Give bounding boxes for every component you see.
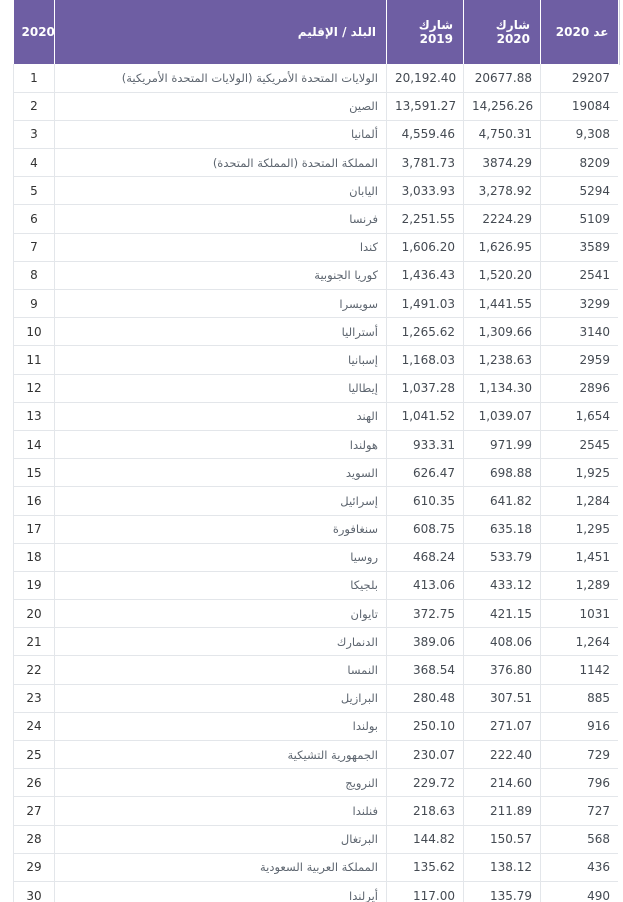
rank-cell: 5 bbox=[14, 177, 55, 205]
share-2020-cell: 533.79 bbox=[464, 543, 541, 571]
share-2020-cell: 1,626.95 bbox=[464, 233, 541, 261]
rank-cell: 15 bbox=[14, 459, 55, 487]
page-edge-divider bbox=[619, 0, 620, 65]
share-2019-cell: 230.07 bbox=[387, 741, 464, 769]
country-cell: المملكة العربية السعودية bbox=[55, 853, 387, 881]
rank-cell: 6 bbox=[14, 205, 55, 233]
table-row bbox=[14, 684, 619, 712]
header-country[interactable]: البلد / الإقليم bbox=[55, 0, 387, 64]
share-2020-cell: 214.60 bbox=[464, 769, 541, 797]
share-2020-cell: 1,309.66 bbox=[464, 318, 541, 346]
table-header bbox=[14, 0, 619, 64]
share-2019-cell: 610.35 bbox=[387, 487, 464, 515]
country-cell: أيرلندا bbox=[55, 881, 387, 902]
share-2020-cell: 2224.29 bbox=[464, 205, 541, 233]
share-2020-cell: 641.82 bbox=[464, 487, 541, 515]
country-cell: هولندا bbox=[55, 430, 387, 458]
table-row bbox=[14, 487, 619, 515]
count-2020-cell: 8209 bbox=[541, 149, 619, 177]
rank-cell: 20 bbox=[14, 600, 55, 628]
share-2020-cell: 1,441.55 bbox=[464, 290, 541, 318]
share-2019-cell: 3,781.73 bbox=[387, 149, 464, 177]
share-2020-cell: 3,278.92 bbox=[464, 177, 541, 205]
share-2019-cell: 218.63 bbox=[387, 797, 464, 825]
count-2020-cell: 29207 bbox=[541, 64, 619, 92]
count-2020-cell: 885 bbox=[541, 684, 619, 712]
share-2019-cell: 280.48 bbox=[387, 684, 464, 712]
table-row bbox=[14, 318, 619, 346]
count-2020-cell: 19084 bbox=[541, 92, 619, 120]
table-row bbox=[14, 628, 619, 656]
share-2019-cell: 135.62 bbox=[387, 853, 464, 881]
ranking-table bbox=[13, 0, 618, 902]
country-cell: فرنسا bbox=[55, 205, 387, 233]
share-2019-cell: 4,559.46 bbox=[387, 120, 464, 148]
table-body bbox=[14, 64, 619, 902]
share-2019-cell: 20,192.40 bbox=[387, 64, 464, 92]
share-2020-cell: 1,134.30 bbox=[464, 374, 541, 402]
ranking-table-container bbox=[13, 0, 618, 902]
header-count-2020[interactable]: عد 2020 bbox=[541, 0, 619, 64]
table-row bbox=[14, 656, 619, 684]
share-2020-cell: 971.99 bbox=[464, 430, 541, 458]
share-2019-cell: 1,491.03 bbox=[387, 290, 464, 318]
count-2020-cell: 916 bbox=[541, 712, 619, 740]
share-2020-cell: 433.12 bbox=[464, 571, 541, 599]
table-row bbox=[14, 261, 619, 289]
table-row bbox=[14, 120, 619, 148]
count-2020-cell: 729 bbox=[541, 741, 619, 769]
table-row bbox=[14, 712, 619, 740]
rank-cell: 9 bbox=[14, 290, 55, 318]
share-2019-cell: 1,168.03 bbox=[387, 346, 464, 374]
count-2020-cell: 436 bbox=[541, 853, 619, 881]
count-2020-cell: 2541 bbox=[541, 261, 619, 289]
rank-cell: 13 bbox=[14, 402, 55, 430]
count-2020-cell: 5294 bbox=[541, 177, 619, 205]
count-2020-cell: 490 bbox=[541, 881, 619, 902]
share-2019-cell: 1,037.28 bbox=[387, 374, 464, 402]
table-row bbox=[14, 797, 619, 825]
share-2019-cell: 229.72 bbox=[387, 769, 464, 797]
count-2020-cell: 3299 bbox=[541, 290, 619, 318]
count-2020-cell: 1031 bbox=[541, 600, 619, 628]
table-row bbox=[14, 233, 619, 261]
table-row bbox=[14, 769, 619, 797]
table-row bbox=[14, 346, 619, 374]
rank-cell: 14 bbox=[14, 430, 55, 458]
share-2019-cell: 1,265.62 bbox=[387, 318, 464, 346]
rank-cell: 23 bbox=[14, 684, 55, 712]
count-2020-cell: 2959 bbox=[541, 346, 619, 374]
country-cell: ألمانيا bbox=[55, 120, 387, 148]
share-2019-cell: 1,606.20 bbox=[387, 233, 464, 261]
header-rank[interactable]: 2020 bbox=[14, 0, 55, 64]
share-2019-cell: 372.75 bbox=[387, 600, 464, 628]
count-2020-cell: 2896 bbox=[541, 374, 619, 402]
rank-cell: 8 bbox=[14, 261, 55, 289]
count-2020-cell: 3140 bbox=[541, 318, 619, 346]
count-2020-cell: 1142 bbox=[541, 656, 619, 684]
country-cell: تايوان bbox=[55, 600, 387, 628]
country-cell: بلجيكا bbox=[55, 571, 387, 599]
rank-cell: 18 bbox=[14, 543, 55, 571]
country-cell: فنلندا bbox=[55, 797, 387, 825]
rank-cell: 26 bbox=[14, 769, 55, 797]
country-cell: النمسا bbox=[55, 656, 387, 684]
rank-cell: 10 bbox=[14, 318, 55, 346]
share-2020-cell: 635.18 bbox=[464, 515, 541, 543]
table-row bbox=[14, 459, 619, 487]
country-cell: روسيا bbox=[55, 543, 387, 571]
table-row bbox=[14, 149, 619, 177]
table-row bbox=[14, 92, 619, 120]
share-2019-cell: 144.82 bbox=[387, 825, 464, 853]
count-2020-cell: 796 bbox=[541, 769, 619, 797]
rank-cell: 25 bbox=[14, 741, 55, 769]
rank-cell: 17 bbox=[14, 515, 55, 543]
rank-cell: 27 bbox=[14, 797, 55, 825]
count-2020-cell: 3589 bbox=[541, 233, 619, 261]
count-2020-cell: 1,654 bbox=[541, 402, 619, 430]
table-row bbox=[14, 741, 619, 769]
rank-cell: 22 bbox=[14, 656, 55, 684]
table-row bbox=[14, 543, 619, 571]
share-2020-cell: 4,750.31 bbox=[464, 120, 541, 148]
country-cell: كوريا الجنوبية bbox=[55, 261, 387, 289]
rank-cell: 21 bbox=[14, 628, 55, 656]
country-cell: اليابان bbox=[55, 177, 387, 205]
share-2020-cell: 20677.88 bbox=[464, 64, 541, 92]
country-cell: الجمهورية التشيكية bbox=[55, 741, 387, 769]
count-2020-cell: 5109 bbox=[541, 205, 619, 233]
table-row bbox=[14, 205, 619, 233]
share-2019-cell: 389.06 bbox=[387, 628, 464, 656]
count-2020-cell: 568 bbox=[541, 825, 619, 853]
share-2019-cell: 413.06 bbox=[387, 571, 464, 599]
count-2020-cell: 1,451 bbox=[541, 543, 619, 571]
table-row bbox=[14, 290, 619, 318]
country-cell: الدنمارك bbox=[55, 628, 387, 656]
country-cell: بولندا bbox=[55, 712, 387, 740]
country-cell: النرويج bbox=[55, 769, 387, 797]
country-cell: الولايات المتحدة الأمريكية (الولايات المتحدة الأمريكية) bbox=[55, 64, 387, 92]
share-2019-cell: 933.31 bbox=[387, 430, 464, 458]
share-2019-cell: 3,033.93 bbox=[387, 177, 464, 205]
table-row bbox=[14, 600, 619, 628]
share-2020-cell: 135.79 bbox=[464, 881, 541, 902]
count-2020-cell: 1,289 bbox=[541, 571, 619, 599]
rank-cell: 30 bbox=[14, 881, 55, 902]
country-cell: الهند bbox=[55, 402, 387, 430]
share-2019-cell: 13,591.27 bbox=[387, 92, 464, 120]
share-2019-cell: 250.10 bbox=[387, 712, 464, 740]
header-share-2019[interactable]: شارك 2019 bbox=[387, 0, 464, 64]
share-2020-cell: 138.12 bbox=[464, 853, 541, 881]
country-cell: إيطاليا bbox=[55, 374, 387, 402]
count-2020-cell: 727 bbox=[541, 797, 619, 825]
rank-cell: 3 bbox=[14, 120, 55, 148]
share-2020-cell: 698.88 bbox=[464, 459, 541, 487]
share-2020-cell: 376.80 bbox=[464, 656, 541, 684]
rank-cell: 1 bbox=[14, 64, 55, 92]
share-2020-cell: 1,238.63 bbox=[464, 346, 541, 374]
share-2020-cell: 211.89 bbox=[464, 797, 541, 825]
table-row bbox=[14, 571, 619, 599]
share-2020-cell: 3874.29 bbox=[464, 149, 541, 177]
rank-cell: 28 bbox=[14, 825, 55, 853]
table-row bbox=[14, 430, 619, 458]
count-2020-cell: 2545 bbox=[541, 430, 619, 458]
share-2019-cell: 117.00 bbox=[387, 881, 464, 902]
share-2020-cell: 421.15 bbox=[464, 600, 541, 628]
table-row bbox=[14, 374, 619, 402]
share-2019-cell: 1,436.43 bbox=[387, 261, 464, 289]
rank-cell: 16 bbox=[14, 487, 55, 515]
country-cell: إسبانيا bbox=[55, 346, 387, 374]
share-2020-cell: 1,039.07 bbox=[464, 402, 541, 430]
table-row bbox=[14, 64, 619, 92]
country-cell: البرتغال bbox=[55, 825, 387, 853]
count-2020-cell: 1,284 bbox=[541, 487, 619, 515]
country-cell: سنغافورة bbox=[55, 515, 387, 543]
country-cell: المملكة المتحدة (المملكة المتحدة) bbox=[55, 149, 387, 177]
country-cell: كندا bbox=[55, 233, 387, 261]
count-2020-cell: 1,264 bbox=[541, 628, 619, 656]
share-2020-cell: 271.07 bbox=[464, 712, 541, 740]
share-2020-cell: 307.51 bbox=[464, 684, 541, 712]
rank-cell: 12 bbox=[14, 374, 55, 402]
count-2020-cell: 9,308 bbox=[541, 120, 619, 148]
country-cell: سويسرا bbox=[55, 290, 387, 318]
share-2019-cell: 626.47 bbox=[387, 459, 464, 487]
header-share-2020[interactable]: شارك 2020 bbox=[464, 0, 541, 64]
table-row bbox=[14, 881, 619, 902]
rank-cell: 4 bbox=[14, 149, 55, 177]
share-2019-cell: 608.75 bbox=[387, 515, 464, 543]
country-cell: البرازيل bbox=[55, 684, 387, 712]
share-2019-cell: 1,041.52 bbox=[387, 402, 464, 430]
table-row bbox=[14, 853, 619, 881]
share-2019-cell: 468.24 bbox=[387, 543, 464, 571]
country-cell: إسرائيل bbox=[55, 487, 387, 515]
table-row bbox=[14, 402, 619, 430]
count-2020-cell: 1,295 bbox=[541, 515, 619, 543]
share-2020-cell: 408.06 bbox=[464, 628, 541, 656]
header-row bbox=[14, 0, 619, 64]
rank-cell: 7 bbox=[14, 233, 55, 261]
share-2020-cell: 1,520.20 bbox=[464, 261, 541, 289]
table-row bbox=[14, 825, 619, 853]
rank-cell: 29 bbox=[14, 853, 55, 881]
country-cell: الصين bbox=[55, 92, 387, 120]
rank-cell: 19 bbox=[14, 571, 55, 599]
table-row bbox=[14, 515, 619, 543]
country-cell: أستراليا bbox=[55, 318, 387, 346]
share-2020-cell: 150.57 bbox=[464, 825, 541, 853]
country-cell: السويد bbox=[55, 459, 387, 487]
rank-cell: 11 bbox=[14, 346, 55, 374]
rank-cell: 24 bbox=[14, 712, 55, 740]
share-2020-cell: 14,256.26 bbox=[464, 92, 541, 120]
share-2019-cell: 2,251.55 bbox=[387, 205, 464, 233]
share-2019-cell: 368.54 bbox=[387, 656, 464, 684]
share-2020-cell: 222.40 bbox=[464, 741, 541, 769]
rank-cell: 2 bbox=[14, 92, 55, 120]
count-2020-cell: 1,925 bbox=[541, 459, 619, 487]
table-row bbox=[14, 177, 619, 205]
